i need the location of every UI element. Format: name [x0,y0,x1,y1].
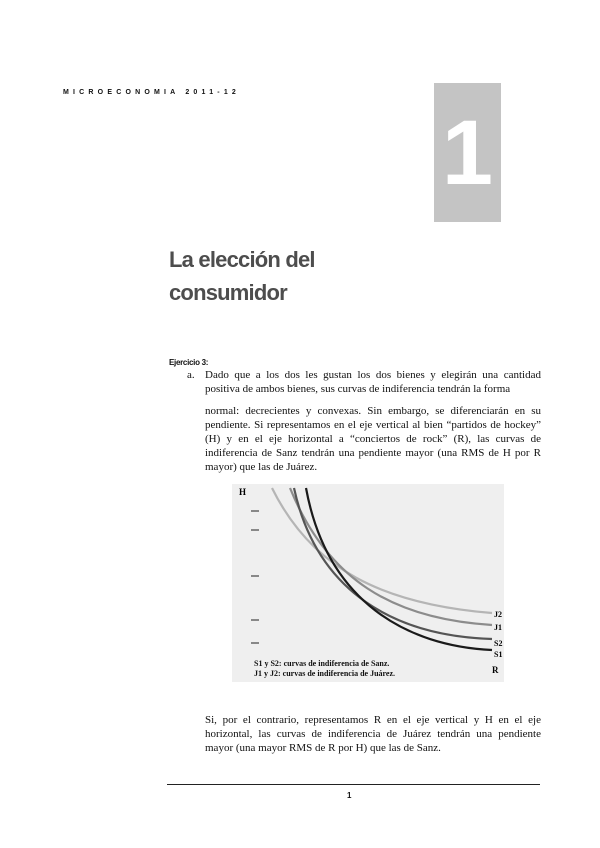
curve-label-j1: J1 [494,623,502,632]
curve-s2 [294,488,492,639]
paragraph-2: normal: decrecientes y convexas. Sin embargo, se diferenciarán en su pendiente. Si representamos en el eje vertical al bien “partidos de hockey” (H) y en el eje horizontal a “conciertos de rock” (R), las curvas de indiferencia de Sanz tendrán una pendiente mayor (una RMS de H por R mayor) que las de Juárez. [205,405,541,473]
indifference-curves-figure [232,484,504,682]
curve-s1 [306,488,492,650]
chapter-title-line-2: consumidor [169,280,287,305]
chapter-title [169,243,489,309]
chapter-title-line-1: La elección del [169,247,315,272]
footer-divider [167,784,540,785]
x-axis-label: R [492,665,499,675]
item-letter: a. [187,369,195,381]
chapter-number-box [434,83,501,222]
y-axis-label: H [239,487,247,497]
curve-label-j2: J2 [494,610,502,619]
course-header: MICROECONOMIA 2011-12 [63,89,241,96]
page-number: 1 [347,791,352,800]
curve-label-s1: S1 [494,650,503,659]
paragraph-3: Si, por el contrario, representamos R en el eje vertical y H en el eje horizontal, las curvas de indiferencia de Juárez tendrán una pendiente mayor (una mayor RMS de R por H) que las de Sanz. [205,714,541,754]
chapter-number: 1 [441,101,494,204]
curve-label-s2: S2 [494,639,503,648]
paragraph-1: Dado que a los dos les gustan los dos bienes y elegirán una cantidad positiva de ambos bienes, sus curvas de indiferencia tendrán la forma [205,369,541,395]
curve-j2 [272,488,492,613]
figure-caption-juarez: J1 y J2: curvas de indiferencia de Juárez. [254,669,396,678]
figure-caption-sanz: S1 y S2: curvas de indiferencia de Sanz. [254,659,390,668]
indifference-curves-plot [232,484,504,682]
exercise-label: Ejercicio 3: [169,358,209,367]
